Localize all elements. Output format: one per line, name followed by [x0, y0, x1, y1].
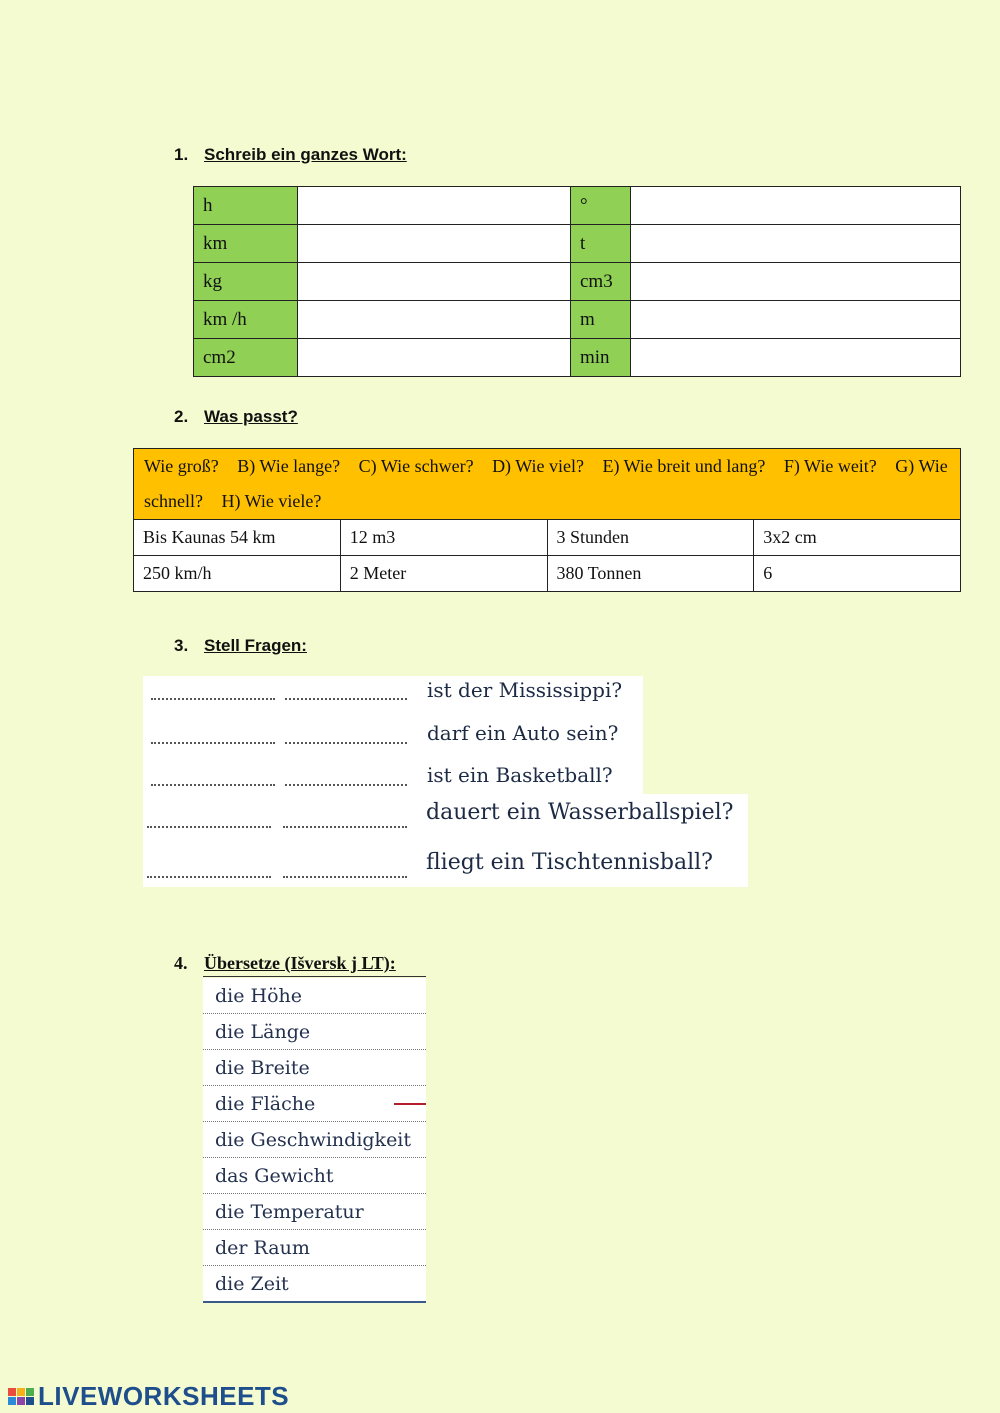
list-item[interactable]: die Breite: [203, 1050, 426, 1086]
answer-cell[interactable]: [298, 301, 571, 339]
section-3-heading: [174, 636, 307, 656]
answer-cell[interactable]: [631, 263, 961, 301]
section-title: Stell Fragen:: [204, 636, 307, 655]
question-row: [143, 760, 643, 794]
question-text: ist ein Basketball?: [427, 763, 613, 787]
answer-input[interactable]: [640, 342, 955, 374]
unit-cell: m: [571, 301, 631, 339]
unit-cell: min: [571, 339, 631, 377]
list-item[interactable]: die Länge: [203, 1014, 426, 1050]
logo-block: [26, 1388, 34, 1396]
answer-cell[interactable]: [298, 225, 571, 263]
value-cell[interactable]: Bis Kaunas 54 km: [134, 520, 341, 556]
answer-cell[interactable]: [631, 225, 961, 263]
option-h: H) Wie viele?: [221, 491, 322, 511]
option-a: Wie groß?: [144, 456, 219, 476]
answer-input[interactable]: [640, 266, 955, 298]
unit-cell: cm2: [194, 339, 298, 377]
question-text: darf ein Auto sein?: [427, 721, 619, 745]
answer-cell[interactable]: [298, 339, 571, 377]
matching-table: [133, 448, 961, 592]
answer-input[interactable]: [307, 190, 565, 222]
value-cell[interactable]: 6: [754, 556, 961, 592]
section-number: 3.: [174, 636, 189, 655]
question-row: [143, 676, 643, 716]
value-cell[interactable]: 12 m3: [340, 520, 547, 556]
logo-block: [8, 1397, 16, 1405]
answer-input[interactable]: [640, 228, 955, 260]
options-cell: [134, 449, 961, 520]
section-number: 2.: [174, 407, 189, 426]
section-title: Übersetze (Išversk j LT):: [204, 953, 396, 973]
value-cell[interactable]: 3 Stunden: [547, 520, 754, 556]
table-row: [194, 263, 961, 301]
table-row: [194, 225, 961, 263]
vocabulary-list: [203, 978, 426, 1303]
answer-cell[interactable]: [631, 301, 961, 339]
value-cell[interactable]: 250 km/h: [134, 556, 341, 592]
blank-2[interactable]: [285, 784, 407, 786]
section-2-heading: [174, 407, 298, 427]
value-cell[interactable]: 2 Meter: [340, 556, 547, 592]
question-row: [143, 794, 748, 840]
list-item[interactable]: die Höhe: [203, 978, 426, 1014]
answer-cell[interactable]: [631, 339, 961, 377]
section-title: Schreib ein ganzes Wort:: [204, 145, 407, 164]
answer-input[interactable]: [307, 304, 565, 336]
list-item[interactable]: [203, 1086, 426, 1122]
logo-icon: [8, 1388, 34, 1405]
answer-input[interactable]: [640, 304, 955, 336]
answer-input[interactable]: [307, 266, 565, 298]
question-row: [143, 718, 643, 758]
unit-cell: km /h: [194, 301, 298, 339]
option-g: G) Wie schnell?: [144, 456, 948, 511]
list-item[interactable]: die Temperatur: [203, 1194, 426, 1230]
section-number: 4.: [174, 953, 188, 973]
answer-input[interactable]: [307, 342, 565, 374]
unit-cell: km: [194, 225, 298, 263]
option-c: C) Wie schwer?: [358, 456, 474, 476]
blank-1[interactable]: [147, 876, 271, 878]
unit-cell: h: [194, 187, 298, 225]
question-text: fliegt ein Tischtennisball?: [426, 850, 713, 875]
units-table: [193, 186, 961, 377]
unit-cell: kg: [194, 263, 298, 301]
options-row: [134, 449, 961, 520]
list-item[interactable]: das Gewicht: [203, 1158, 426, 1194]
answer-cell[interactable]: [298, 263, 571, 301]
section-4-heading: [174, 953, 396, 974]
table-row: [194, 339, 961, 377]
option-b: B) Wie lange?: [237, 456, 341, 476]
logo-block: [17, 1397, 25, 1405]
list-item[interactable]: die Geschwindigkeit: [203, 1122, 426, 1158]
logo-block: [26, 1397, 34, 1405]
option-e: E) Wie breit und lang?: [602, 456, 766, 476]
question-row: [143, 842, 748, 887]
blank-2[interactable]: [283, 876, 407, 878]
blank-1[interactable]: [151, 784, 275, 786]
section-number: 1.: [174, 145, 189, 164]
question-text: ist der Mississippi?: [427, 678, 623, 702]
value-cell[interactable]: 380 Tonnen: [547, 556, 754, 592]
logo-block: [17, 1388, 25, 1396]
blank-2[interactable]: [285, 698, 407, 700]
option-f: F) Wie weit?: [783, 456, 877, 476]
unit-cell: °: [571, 187, 631, 225]
word-text: die Fläche: [215, 1093, 316, 1115]
option-d: D) Wie viel?: [492, 456, 584, 476]
blank-2[interactable]: [285, 742, 407, 744]
answer-input[interactable]: [640, 190, 955, 222]
list-item[interactable]: der Raum: [203, 1230, 426, 1266]
questions-block-top: [143, 676, 643, 794]
logo-block: [8, 1388, 16, 1396]
blank-2[interactable]: [283, 826, 407, 828]
divider: [203, 976, 426, 977]
table-row: [134, 520, 961, 556]
blank-1[interactable]: [151, 742, 275, 744]
section-1-heading: [174, 145, 407, 165]
unit-cell: t: [571, 225, 631, 263]
answer-cell[interactable]: [631, 187, 961, 225]
red-pen-mark: [394, 1103, 426, 1105]
unit-cell: cm3: [571, 263, 631, 301]
table-row: [134, 556, 961, 592]
question-text: dauert ein Wasserballspiel?: [426, 800, 734, 825]
liveworksheets-logo: [8, 1381, 289, 1411]
blank-1[interactable]: [151, 698, 275, 700]
logo-text: LIVEWORKSHEETS: [38, 1380, 290, 1411]
table-row: [194, 301, 961, 339]
blank-1[interactable]: [147, 826, 271, 828]
answer-input[interactable]: [307, 228, 565, 260]
section-title: Was passt?: [204, 407, 298, 426]
table-row: [194, 187, 961, 225]
value-cell[interactable]: 3x2 cm: [754, 520, 961, 556]
questions-block-bottom: [143, 794, 748, 887]
list-item[interactable]: die Zeit: [215, 1273, 289, 1295]
answer-cell[interactable]: [298, 187, 571, 225]
